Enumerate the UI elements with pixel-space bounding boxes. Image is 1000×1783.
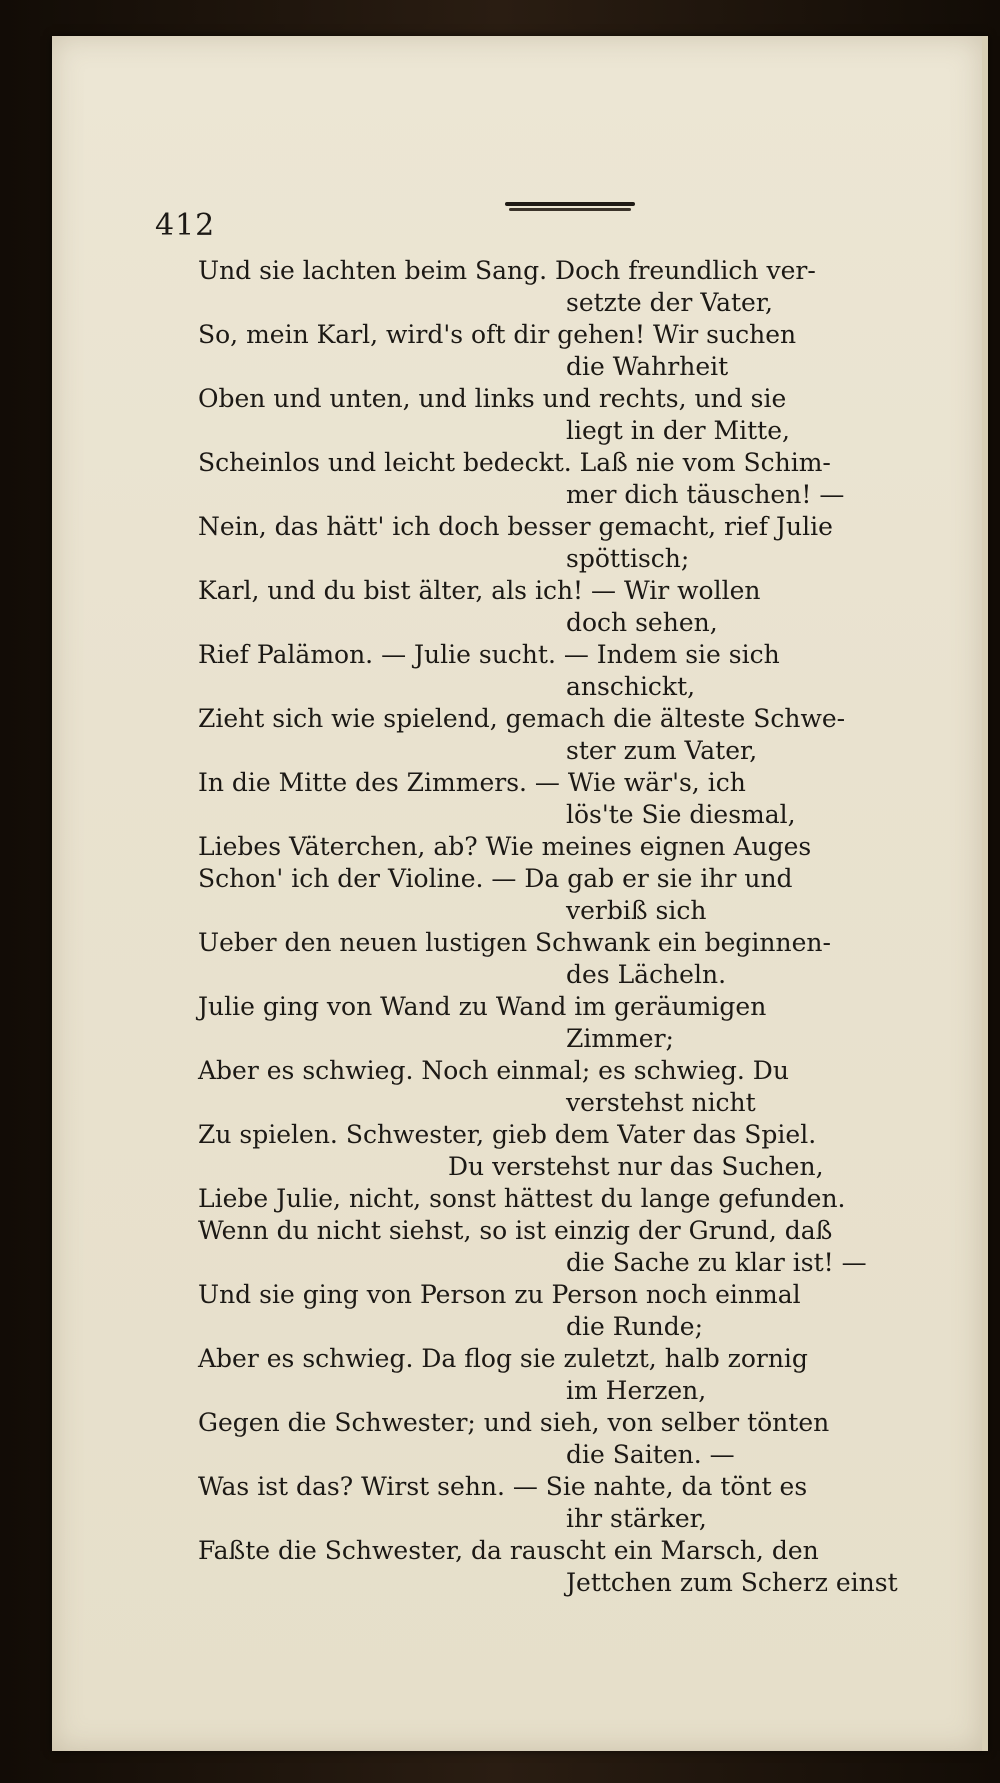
verse-line: In die Mitte des Zimmers. — Wie wär's, ich <box>198 768 746 797</box>
verse-continuation: des Lächeln. <box>566 960 727 989</box>
verse-continuation: ihr stärker, <box>566 1504 707 1533</box>
verse-continuation: die Wahrheit <box>566 352 729 381</box>
verse-line: Julie ging von Wand zu Wand im geräumigen <box>198 992 767 1021</box>
ornament-bar-top <box>505 202 635 206</box>
poem-text <box>198 255 958 1599</box>
verse-continuation: mer dich täuschen! — <box>566 480 845 509</box>
verse-continuation: die Runde; <box>566 1312 703 1341</box>
verse-line: Faßte die Schwester, da rauscht ein Marsch, den <box>198 1536 819 1565</box>
verse-continuation: lös'te Sie diesmal, <box>566 800 796 829</box>
verse-continuation: die Saiten. — <box>566 1440 735 1469</box>
verse-line: Aber es schwieg. Da flog sie zuletzt, halb zornig <box>198 1344 808 1373</box>
verse-line: Und sie lachten beim Sang. Doch freundlich ver- <box>198 256 816 285</box>
verse-line: Liebe Julie, nicht, sonst hättest du lange gefunden. <box>198 1184 846 1213</box>
verse-line: So, mein Karl, wird's oft dir gehen! Wir suchen <box>198 320 797 349</box>
verse-continuation: spöttisch; <box>566 544 690 573</box>
verse-continuation: Zimmer; <box>566 1024 674 1053</box>
verse-continuation: im Herzen, <box>566 1376 707 1405</box>
verse-continuation: doch sehen, <box>566 608 718 637</box>
verse-line: Ueber den neuen lustigen Schwank ein beginnen- <box>198 928 831 957</box>
verse-line: Oben und unten, und links und rechts, und sie <box>198 384 787 413</box>
verse-line: Karl, und du bist älter, als ich! — Wir wollen <box>198 576 761 605</box>
verse-continuation: die Sache zu klar ist! — <box>566 1248 867 1277</box>
verse-continuation: verstehst nicht <box>566 1088 756 1117</box>
verse-continuation: liegt in der Mitte, <box>566 416 790 445</box>
verse-line: Aber es schwieg. Noch einmal; es schwieg. Du <box>198 1056 789 1085</box>
verse-line: Und sie ging von Person zu Person noch einmal <box>198 1280 801 1309</box>
page-number: 412 <box>155 208 216 243</box>
verse-line: Was ist das? Wirst sehn. — Sie nahte, da tönt es <box>198 1472 808 1501</box>
verse-line: Scheinlos und leicht bedeckt. Laß nie vom Schim- <box>198 448 831 477</box>
verse-continuation: verbiß sich <box>566 896 707 925</box>
verse-line: Nein, das hätt' ich doch besser gemacht, rief Julie <box>198 512 833 541</box>
verse-continuation: Jettchen zum Scherz einst <box>566 1568 898 1597</box>
ornament-bar-bottom <box>509 208 631 211</box>
verse-line: Liebes Väterchen, ab? Wie meines eignen Auges <box>198 832 812 861</box>
verse-continuation: ster zum Vater, <box>566 736 758 765</box>
verse-line: Rief Palämon. — Julie sucht. — Indem sie sich <box>198 640 780 669</box>
verse-line: Zu spielen. Schwester, gieb dem Vater das Spiel. <box>198 1120 817 1149</box>
verse-line: Schon' ich der Violine. — Da gab er sie ihr und <box>198 864 793 893</box>
verse-continuation: Du verstehst nur das Suchen, <box>448 1152 824 1181</box>
verse-continuation: anschickt, <box>566 672 696 701</box>
verse-line: Zieht sich wie spielend, gemach die älteste Schwe- <box>198 704 846 733</box>
header-rule-ornament <box>505 202 635 214</box>
verse-continuation: setzte der Vater, <box>566 288 773 317</box>
verse-line: Gegen die Schwester; und sieh, von selber tönten <box>198 1408 830 1437</box>
verse-line: Wenn du nicht siehst, so ist einzig der Grund, daß <box>198 1216 833 1245</box>
